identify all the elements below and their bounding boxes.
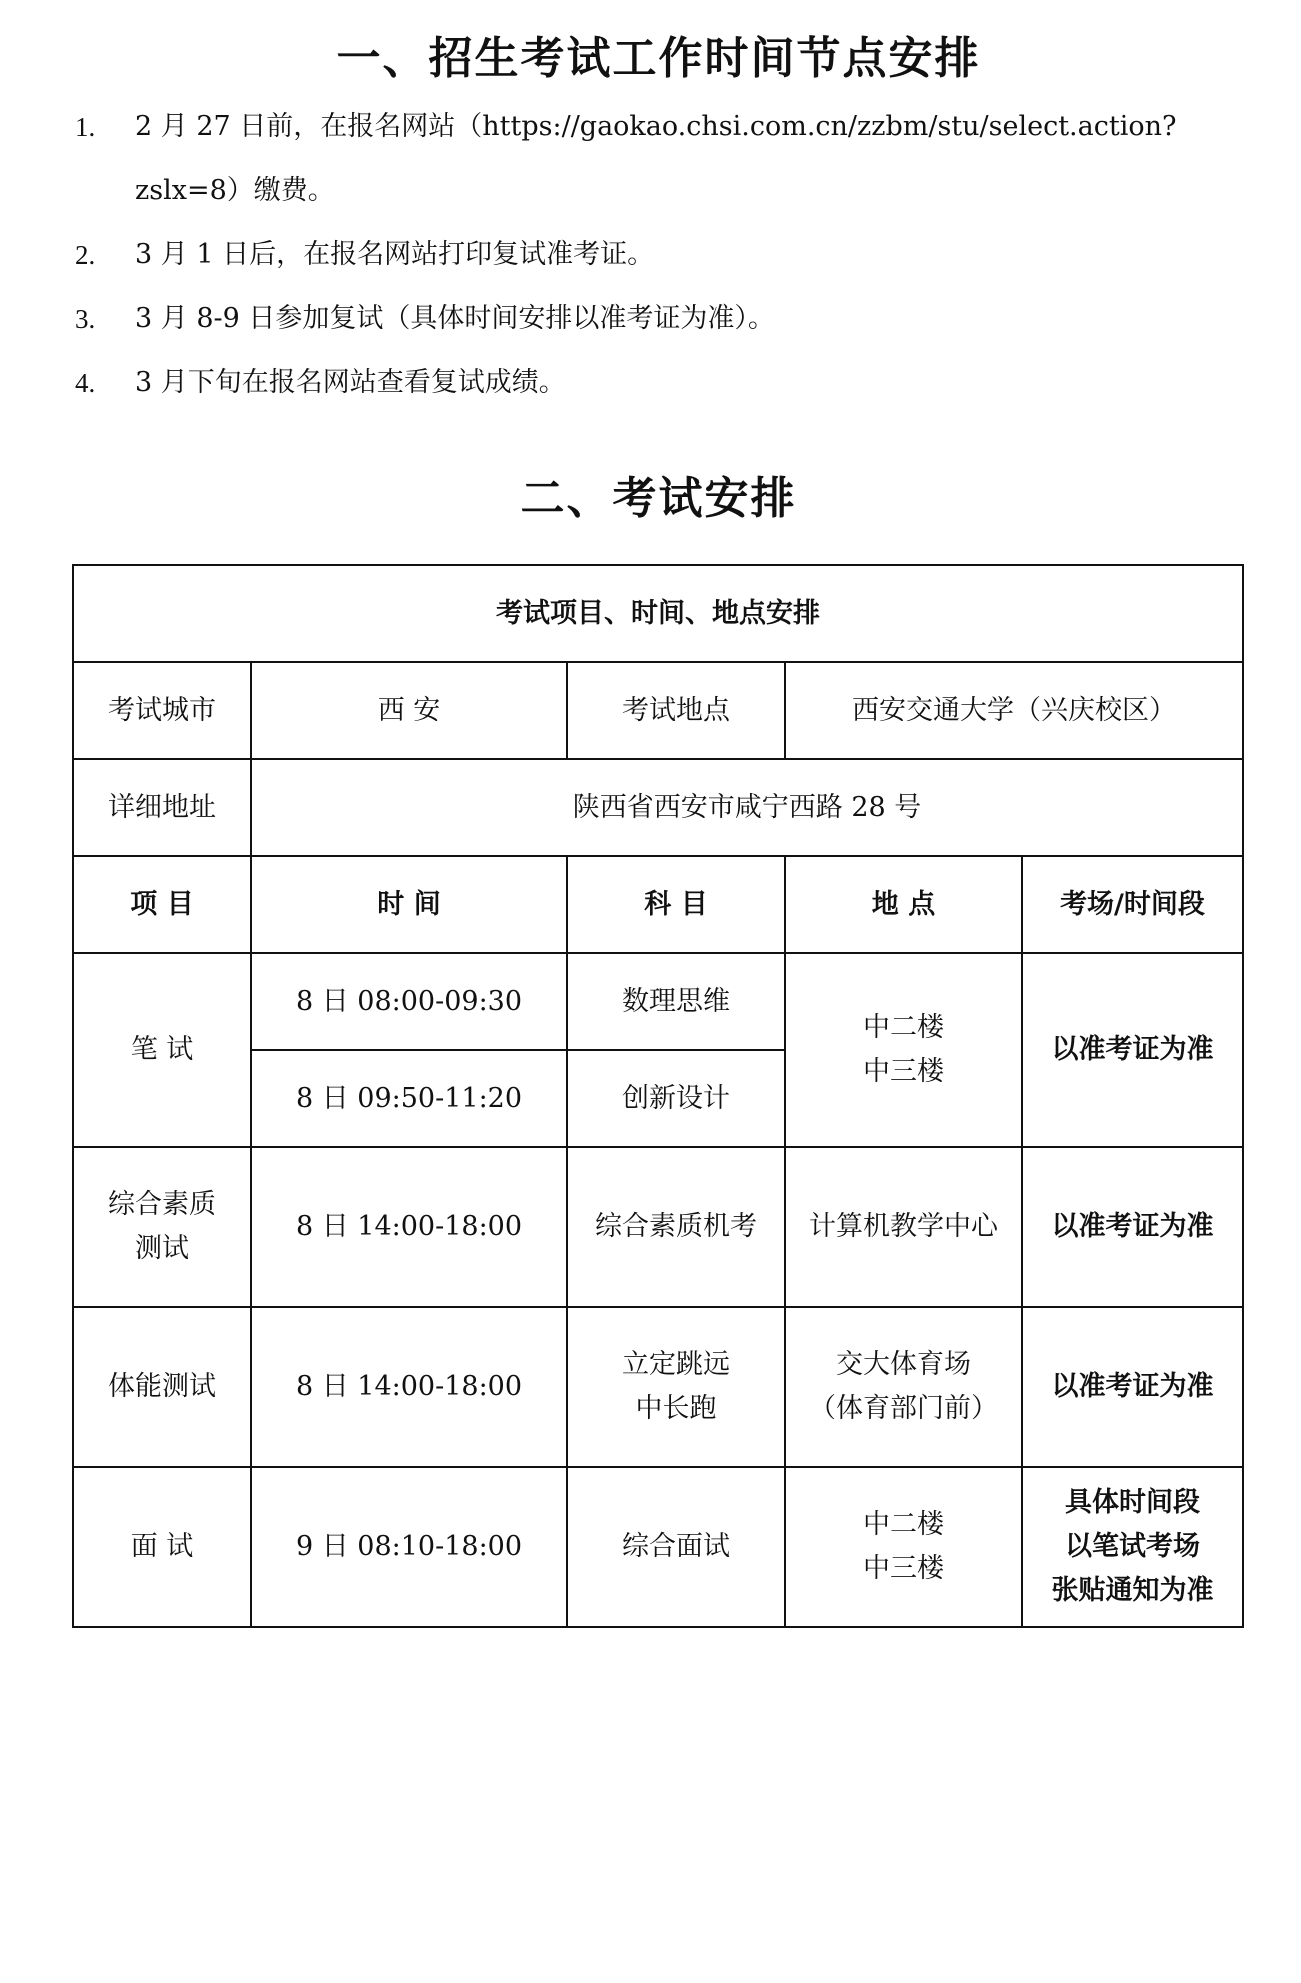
quality-time: 8 日 14:00-18:00 xyxy=(251,1147,567,1307)
timeline-list xyxy=(75,95,1235,415)
header-location: 地 点 xyxy=(785,856,1022,953)
header-item: 项 目 xyxy=(73,856,251,953)
timeline-item xyxy=(75,223,1235,287)
written-subject-2: 创新设计 xyxy=(567,1050,785,1147)
physical-location-line: 交大体育场 xyxy=(836,1349,971,1380)
timeline-item-number: 1. xyxy=(75,112,96,142)
address-label: 详细地址 xyxy=(73,759,251,856)
table-caption: 考试项目、时间、地点安排 xyxy=(73,565,1243,662)
table-row xyxy=(73,1147,1243,1307)
timeline-item-number: 2. xyxy=(75,240,96,270)
physical-location xyxy=(785,1307,1022,1467)
physical-subject-line: 立定跳远 xyxy=(622,1349,730,1380)
quality-item-line: 综合素质 xyxy=(108,1189,216,1220)
interview-location-line: 中三楼 xyxy=(863,1553,944,1584)
interview-room-line: 以笔试考场 xyxy=(1065,1531,1200,1562)
venue-value: 西安交通大学（兴庆校区） xyxy=(785,662,1243,759)
timeline-item-number: 3. xyxy=(75,304,96,334)
written-location xyxy=(785,953,1022,1147)
section-1-title: 一、招生考试工作时间节点安排 xyxy=(336,33,981,84)
interview-location xyxy=(785,1467,1022,1627)
interview-subject: 综合面试 xyxy=(567,1467,785,1627)
timeline-item-text: 3 月下旬在报名网站查看复试成绩。 xyxy=(135,367,566,398)
timeline-item xyxy=(75,287,1235,351)
address-value: 陕西省西安市咸宁西路 28 号 xyxy=(251,759,1243,856)
interview-location-line: 中二楼 xyxy=(863,1509,944,1540)
written-subject-1: 数理思维 xyxy=(567,953,785,1050)
section-2-title: 二、考试安排 xyxy=(520,473,797,524)
city-label: 考试城市 xyxy=(73,662,251,759)
header-room: 考场/时间段 xyxy=(1022,856,1243,953)
physical-subject xyxy=(567,1307,785,1467)
timeline-item-text: 3 月 8-9 日参加复试（具体时间安排以准考证为准）。 xyxy=(135,303,775,334)
interview-item: 面 试 xyxy=(73,1467,251,1627)
timeline-item xyxy=(75,351,1235,415)
written-item: 笔 试 xyxy=(73,953,251,1147)
header-time: 时 间 xyxy=(251,856,567,953)
written-room: 以准考证为准 xyxy=(1022,953,1243,1147)
table-row xyxy=(73,1307,1243,1467)
quality-subject: 综合素质机考 xyxy=(567,1147,785,1307)
header-subject: 科 目 xyxy=(567,856,785,953)
physical-subject-line: 中长跑 xyxy=(635,1393,717,1424)
timeline-item-text: 3 月 1 日后，在报名网站打印复试准考证。 xyxy=(135,239,655,270)
physical-time: 8 日 14:00-18:00 xyxy=(251,1307,567,1467)
timeline-item-text: 2 月 27 日前，在报名网站（https://gaokao.chsi.com.cn/zzbm/stu/select.action?zslx=8）缴费。 xyxy=(135,111,1177,206)
quality-item xyxy=(73,1147,251,1307)
timeline-item-number: 4. xyxy=(75,368,96,398)
city-value: 西 安 xyxy=(251,662,567,759)
written-location-line: 中二楼 xyxy=(863,1012,944,1043)
interview-room xyxy=(1022,1467,1243,1627)
table-row xyxy=(73,1467,1243,1627)
interview-room-line: 张贴通知为准 xyxy=(1051,1575,1214,1606)
exam-schedule-table xyxy=(72,564,1244,1628)
physical-item: 体能测试 xyxy=(73,1307,251,1467)
table-row xyxy=(73,953,1243,1050)
interview-time: 9 日 08:10-18:00 xyxy=(251,1467,567,1627)
quality-location: 计算机教学中心 xyxy=(785,1147,1022,1307)
written-location-line: 中三楼 xyxy=(863,1056,944,1087)
written-time-2: 8 日 09:50-11:20 xyxy=(251,1050,567,1147)
interview-room-line: 具体时间段 xyxy=(1065,1487,1200,1518)
timeline-item xyxy=(75,95,1235,223)
physical-room: 以准考证为准 xyxy=(1022,1307,1243,1467)
venue-label: 考试地点 xyxy=(567,662,785,759)
written-time-1: 8 日 08:00-09:30 xyxy=(251,953,567,1050)
quality-room: 以准考证为准 xyxy=(1022,1147,1243,1307)
physical-location-line: （体育部门前） xyxy=(809,1393,998,1424)
quality-item-line: 测试 xyxy=(135,1233,189,1264)
